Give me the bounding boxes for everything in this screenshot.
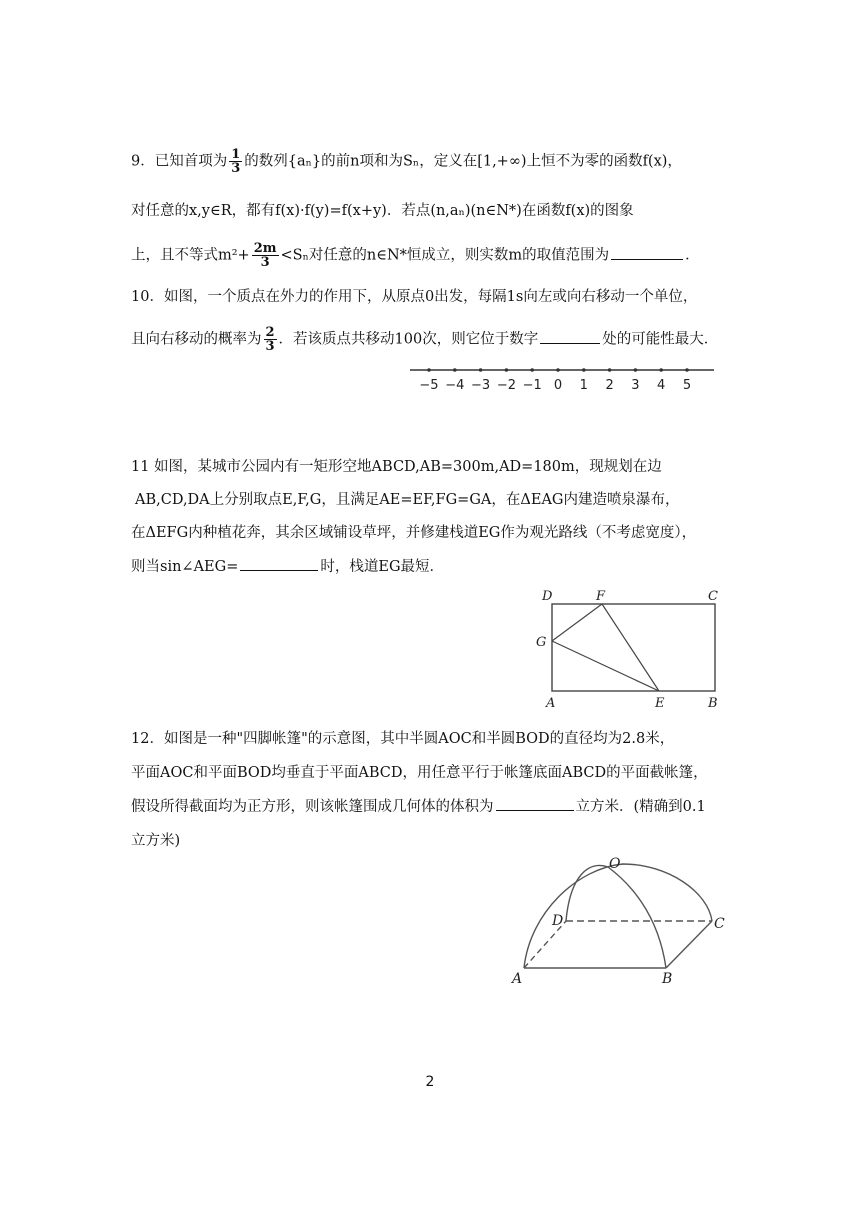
fraction: $\frac{2m}{3}$	[253, 241, 277, 270]
answer-blank	[540, 329, 600, 344]
number-line-tick	[659, 368, 663, 372]
q12-line-1: 12．如图是一种"四脚帐篷"的示意图，其中半圆AOC和半圆BOD的直径均为2.8米，	[131, 731, 675, 747]
label-C: C	[714, 916, 725, 932]
q9-line-3: 上，且不等式m²+ $\frac{2m}{3}$ <Sₙ对任意的n∈N*恒成立，则实数m的取值范围为 ．	[131, 241, 700, 270]
fraction: $\frac{2}{3}$	[265, 325, 275, 354]
answer-blank	[496, 796, 574, 811]
number-line-tick	[634, 368, 638, 372]
label-A: A	[512, 971, 523, 987]
number-line-figure	[408, 360, 718, 396]
q9-line-1	[131, 148, 682, 175]
number-line-tick	[453, 368, 457, 372]
number-line-label: −4	[445, 378, 465, 393]
label-A: A	[546, 696, 556, 710]
label-E: E	[655, 696, 665, 710]
number-line-label: 5	[682, 378, 692, 393]
label-F: F	[596, 589, 606, 604]
rectangle-figure	[530, 585, 730, 710]
segment-GF	[552, 604, 602, 641]
label-O: O	[609, 856, 621, 872]
label-B: B	[662, 971, 673, 987]
q9-text: 的数列{aₙ}的前n项和为Sₙ，定义在[1,+∞)上恒不为零的函数f(x)，	[244, 153, 682, 170]
answer-blank	[611, 245, 683, 260]
q11-line-4: 则当sin∠AEG= 时，栈道EG最短．	[131, 556, 444, 578]
label-G: G	[536, 635, 547, 650]
q9-text: 9．已知首项为	[131, 153, 228, 170]
edge-BC	[666, 921, 712, 968]
number-line-label: −5	[419, 378, 439, 393]
number-line-label: −1	[522, 378, 542, 393]
q9-line-2: 对任意的x,y∈R，都有f(x)·f(y)=f(x+y)．若点(n,aₙ)(n∈N*)在函数f(x)的图象	[131, 203, 634, 219]
number-line-label: 4	[657, 378, 666, 393]
q12-line-2: 平面AOC和平面BOD均垂直于平面ABCD，用任意平行于帐篷底面ABCD的平面截帐篷，	[131, 765, 708, 781]
tent-figure	[508, 852, 738, 992]
number-line-label: 2	[605, 378, 614, 393]
label-B: B	[708, 696, 718, 710]
q11-line-3: 在ΔEFG内种植花奔，其余区域铺设草坪，并修建栈道EG作为观光路线（不考虑宽度），	[131, 525, 697, 541]
page-number: 2	[425, 1074, 435, 1090]
q12-line-3: 假设所得截面均为正方形，则该帐篷围成几何体的体积为 立方米．(精确到0.1	[131, 796, 706, 818]
arc-BOD	[566, 865, 666, 968]
q10-line-2: 且向右移动的概率为 $\frac{2}{3}$ ．若该质点共移动100次，则它位于数字 处的可能性最大．	[131, 325, 719, 354]
number-line-tick	[608, 368, 612, 372]
number-line-tick	[479, 368, 483, 372]
number-line-tick	[505, 368, 509, 372]
number-line-label: 1	[579, 378, 588, 393]
q11-line-1: 11 如图，某城市公园内有一矩形空地ABCD,AB=300m,AD=180m，现规划在边	[131, 459, 662, 475]
label-C: C	[708, 589, 718, 604]
number-line-tick	[530, 368, 534, 372]
number-line-tick	[685, 368, 689, 372]
number-line-label: −2	[496, 378, 516, 393]
label-D: D	[542, 589, 553, 604]
number-line-label: −3	[471, 378, 491, 393]
number-line-tick	[556, 368, 560, 372]
q10-line-1: 10．如图，一个质点在外力的作用下，从原点0出发，每隔1s向左或向右移动一个单位，	[131, 289, 698, 305]
q12-line-4: 立方米)	[131, 833, 181, 849]
fraction: $\frac{1}{3}$	[231, 147, 241, 176]
q11-line-2: AB,CD,DA上分别取点E,F,G，且满足AE=EF,FG=GA，在ΔEAG内建造喷泉瀑布，	[135, 492, 680, 508]
label-D: D	[552, 913, 564, 929]
number-line-label: 0	[553, 378, 563, 393]
number-line-label: 3	[631, 378, 640, 393]
answer-blank	[240, 556, 318, 571]
number-line-tick	[582, 368, 586, 372]
number-line-tick	[427, 368, 431, 372]
rectangle-ABCD	[552, 604, 715, 691]
